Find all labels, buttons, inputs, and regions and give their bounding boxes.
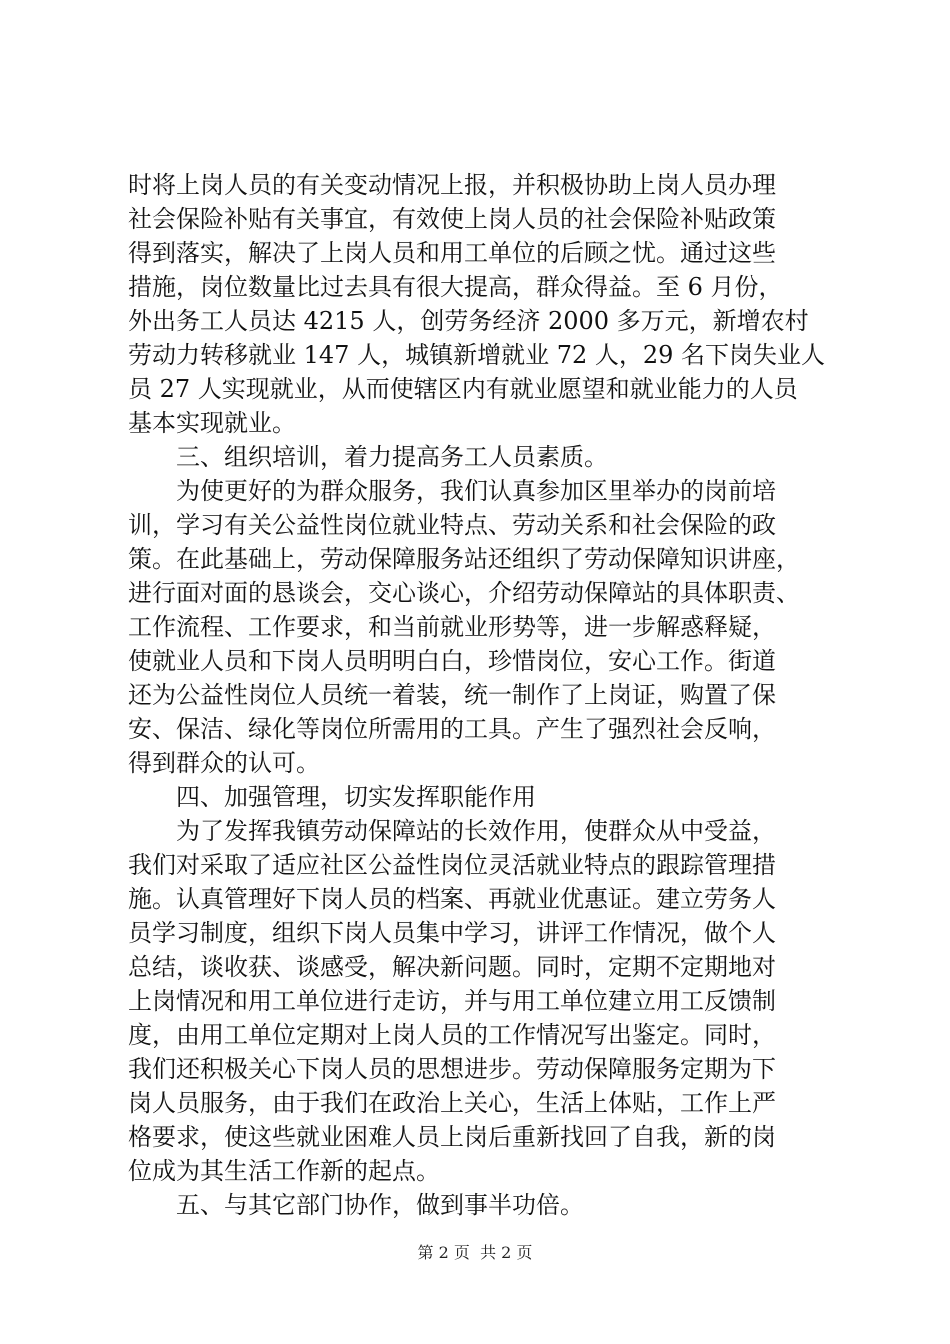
text-line: 员学习制度，组织下岗人员集中学习，讲评工作情况，做个人	[128, 919, 776, 947]
text-line: 得到群众的认可。	[128, 749, 320, 777]
text-line: 度，由用工单位定期对上岗人员的工作情况写出鉴定。同时，	[128, 1021, 776, 1049]
text-line: 为使更好的为群众服务，我们认真参加区里举办的岗前培	[128, 477, 776, 505]
text-line: 措施，岗位数量比过去具有很大提高，群众得益。至 6 月份，	[128, 273, 783, 301]
section-heading-3: 三、组织培训，着力提高务工人员素质。	[128, 443, 608, 471]
body-text	[128, 168, 838, 1222]
text-line: 进行面对面的恳谈会，交心谈心，介绍劳动保障站的具体职责、	[128, 579, 800, 607]
text-line: 时将上岗人员的有关变动情况上报，并积极协助上岗人员办理	[128, 171, 776, 199]
section-heading-4: 四、加强管理，切实发挥职能作用	[128, 783, 536, 811]
text-line: 劳动力转移就业 147 人，城镇新增就业 72 人，29 名下岗失业人	[128, 341, 826, 369]
text-line: 策。在此基础上，劳动保障服务站还组织了劳动保障知识讲座，	[128, 545, 800, 573]
text-line: 社会保险补贴有关事宜，有效使上岗人员的社会保险补贴政策	[128, 205, 776, 233]
text-line: 总结，谈收获、谈感受，解决新问题。同时，定期不定期地对	[128, 953, 776, 981]
text-line: 使就业人员和下岗人员明明白白，珍惜岗位，安心工作。街道	[128, 647, 776, 675]
text-line: 位成为其生活工作新的起点。	[128, 1157, 440, 1185]
text-line: 我们对采取了适应社区公益性岗位灵活就业特点的跟踪管理措	[128, 851, 776, 879]
page-footer: 第 2 页 共 2 页	[417, 1243, 533, 1262]
text-line: 训，学习有关公益性岗位就业特点、劳动关系和社会保险的政	[128, 511, 776, 539]
text-line: 上岗情况和用工单位进行走访，并与用工单位建立用工反馈制	[128, 987, 776, 1015]
section-heading-5: 五、与其它部门协作，做到事半功倍。	[128, 1191, 584, 1219]
text-line: 工作流程、工作要求，和当前就业形势等，进一步解惑释疑，	[128, 613, 776, 641]
text-line: 得到落实，解决了上岗人员和用工单位的后顾之忧。通过这些	[128, 239, 776, 267]
text-line: 外出务工人员达 4215 人，创劳务经济 2000 多万元，新增农村	[128, 307, 809, 335]
text-line: 我们还积极关心下岗人员的思想进步。劳动保障服务定期为下	[128, 1055, 776, 1083]
text-line: 还为公益性岗位人员统一着装，统一制作了上岗证，购置了保	[128, 681, 776, 709]
text-line: 施。认真管理好下岗人员的档案、再就业优惠证。建立劳务人	[128, 885, 776, 913]
text-line: 基本实现就业。	[128, 409, 296, 437]
text-line: 安、保洁、绿化等岗位所需用的工具。产生了强烈社会反响，	[128, 715, 776, 743]
text-line: 格要求，使这些就业困难人员上岗后重新找回了自我，新的岗	[128, 1123, 776, 1151]
text-line: 岗人员服务，由于我们在政治上关心，生活上体贴，工作上严	[128, 1089, 776, 1117]
text-line: 为了发挥我镇劳动保障站的长效作用，使群众从中受益，	[128, 817, 776, 845]
text-line: 员 27 人实现就业，从而使辖区内有就业愿望和就业能力的人员	[128, 375, 798, 403]
